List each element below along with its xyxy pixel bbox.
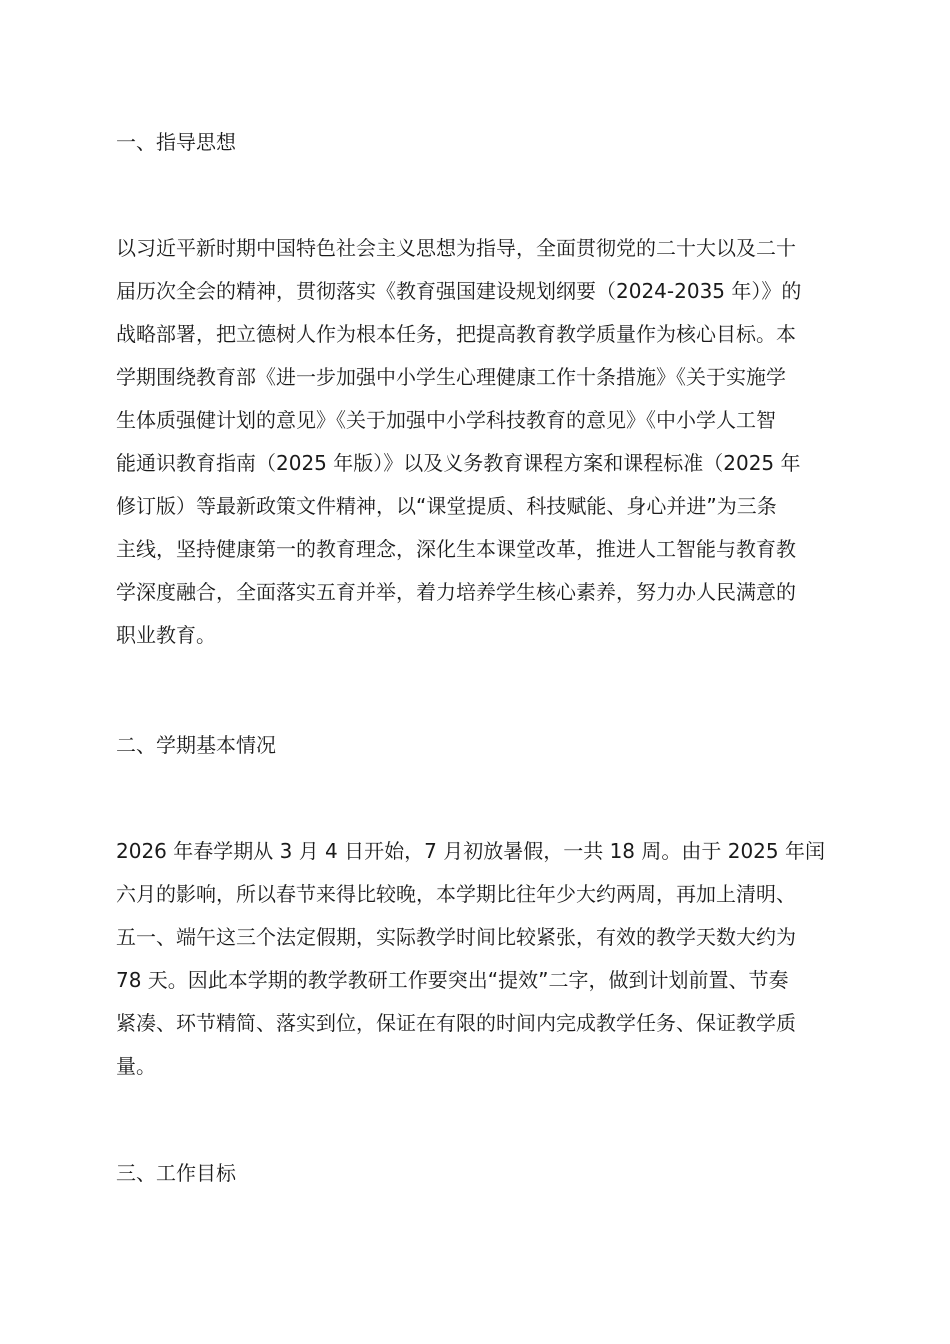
- text-line: 以习近平新时期中国特色社会主义思想为指导，全面贯彻党的二十大以及二十: [116, 236, 796, 260]
- text-line: 紧凑、环节精简、落实到位，保证在有限的时间内完成教学任务、保证教学质: [116, 1011, 796, 1035]
- text-line: 主线，坚持健康第一的教育理念，深化生本课堂改革，推进人工智能与教育教: [116, 537, 796, 561]
- text-line: 修订版）等最新政策文件精神，以“课堂提质、科技赋能、身心并进”为三条: [116, 494, 777, 518]
- text-line: 战略部署，把立德树人作为根本任务，把提高教育教学质量作为核心目标。本: [116, 322, 796, 346]
- text-line: 届历次全会的精神，贯彻落实《教育强国建设规划纲要（2024-2035 年）》的: [116, 279, 802, 303]
- text-line: 五一、端午这三个法定假期，实际教学时间比较紧张，有效的教学天数大约为: [116, 925, 796, 949]
- paragraph-semester-overview: [116, 830, 836, 1088]
- paragraph-guiding-ideology: [116, 227, 836, 657]
- text-line: 学期围绕教育部《进一步加强中小学生心理健康工作十条措施》《关于实施学: [116, 365, 786, 389]
- section-heading-guiding-ideology: 一、指导思想: [116, 130, 236, 154]
- text-line: 职业教育。: [116, 623, 216, 647]
- text-line: 78 天。因此本学期的教学教研工作要突出“提效”二字，做到计划前置、节奏: [116, 968, 789, 992]
- text-line: 2026 年春学期从 3 月 4 日开始，7 月初放暑假，一共 18 周。由于 2025 年闰: [116, 839, 825, 863]
- section-heading-work-goals: 三、工作目标: [116, 1161, 236, 1185]
- text-line: 能通识教育指南（2025 年版）》以及义务教育课程方案和课程标准（2025 年: [116, 451, 801, 475]
- text-line: 量。: [116, 1054, 156, 1078]
- text-line: 生体质强健计划的意见》《关于加强中小学科技教育的意见》《中小学人工智: [116, 408, 776, 432]
- text-line: 学深度融合，全面落实五育并举，着力培养学生核心素养，努力办人民满意的: [116, 580, 796, 604]
- section-heading-semester-overview: 二、学期基本情况: [116, 733, 276, 757]
- text-line: 六月的影响，所以春节来得比较晚，本学期比往年少大约两周，再加上清明、: [116, 882, 796, 906]
